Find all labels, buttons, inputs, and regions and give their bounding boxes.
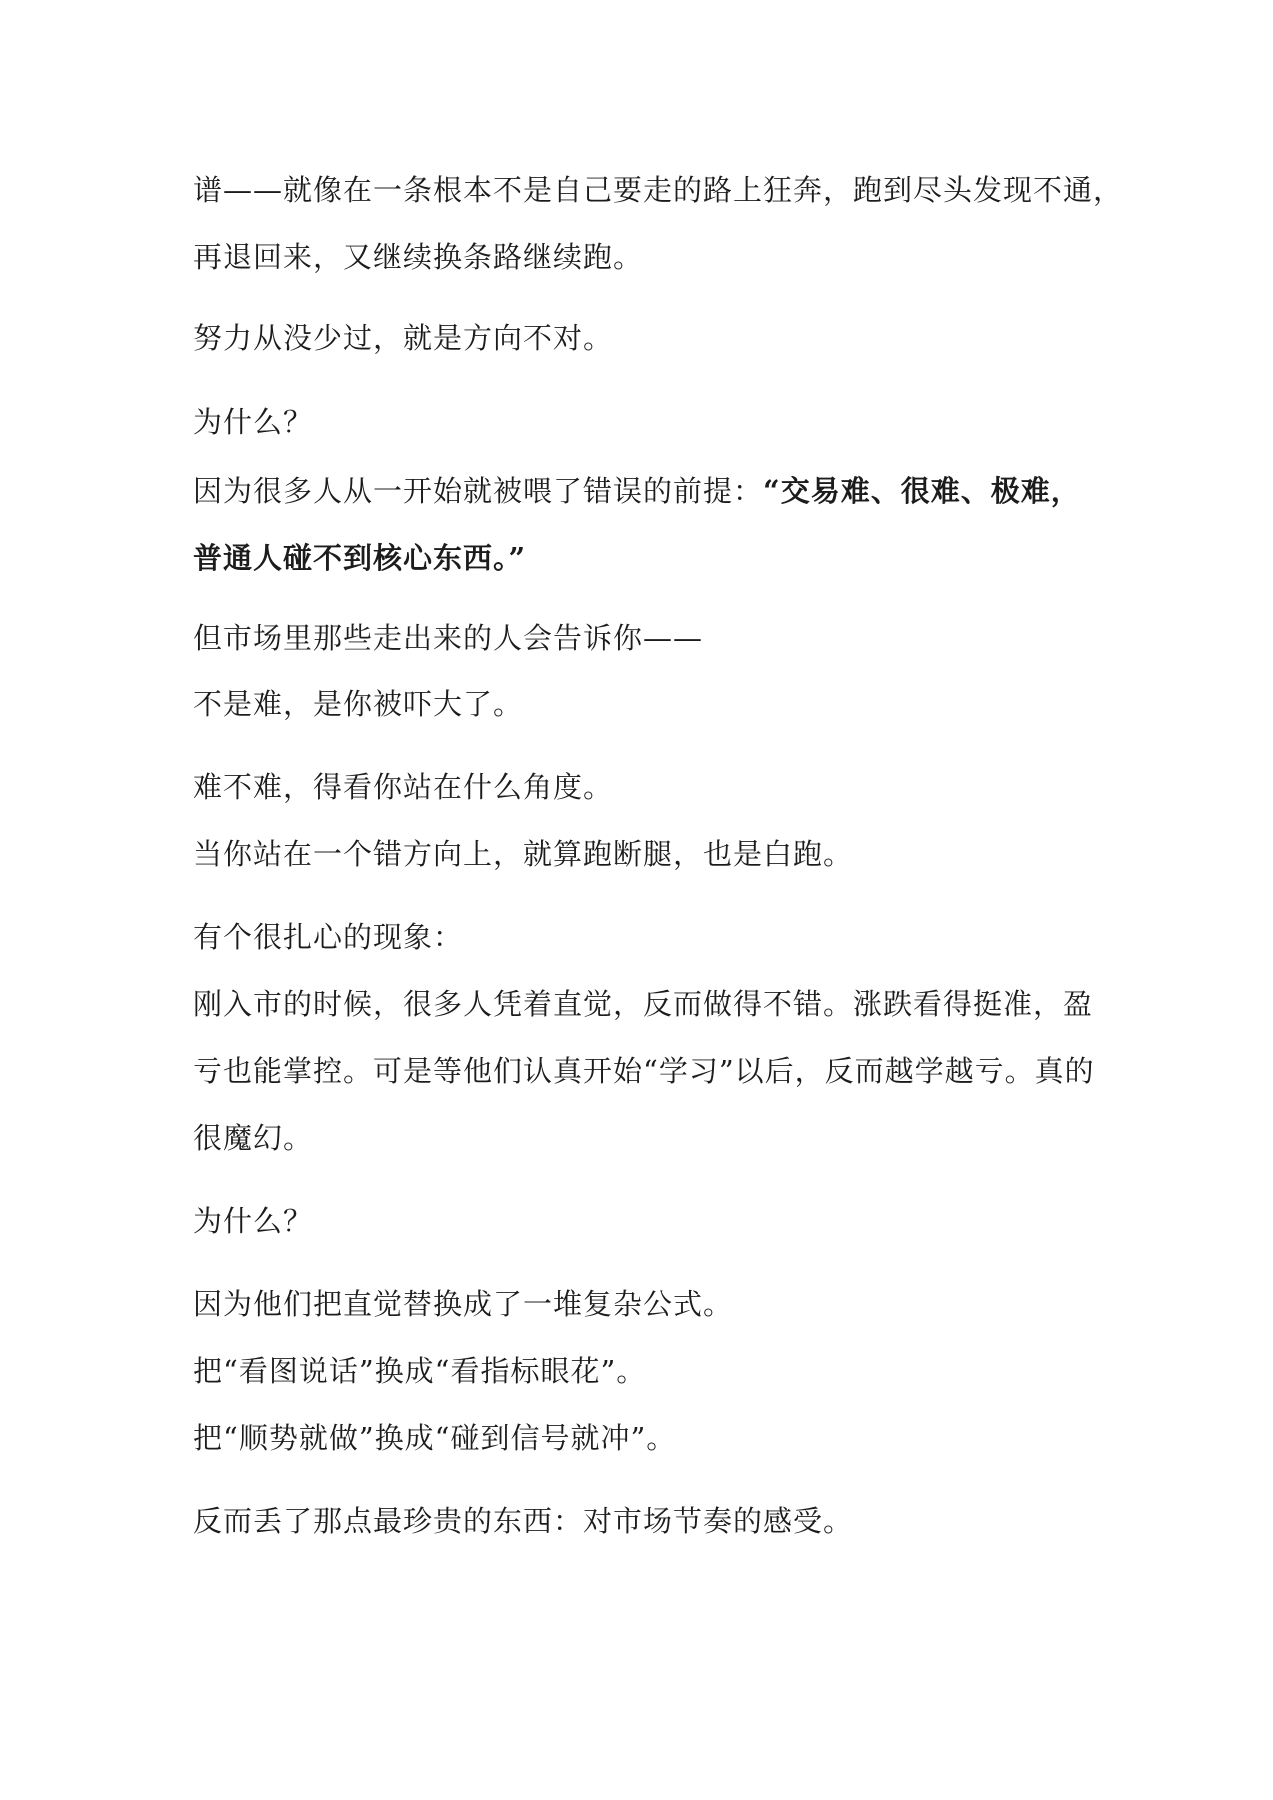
premise-quote-part2: 普通人碰不到核心东西。” — [193, 541, 527, 575]
paragraph-line-11: 有个很扎心的现象： — [193, 920, 464, 954]
paragraph-line-14: 很魔幻。 — [193, 1121, 314, 1155]
premise-intro: 因为很多人从一开始就被喂了错误的前提： — [193, 474, 764, 508]
paragraph-line-8: 不是难，是你被吓大了。 — [193, 687, 524, 721]
paragraph-line-16: 因为他们把直觉替换成了一堆复杂公式。 — [193, 1287, 734, 1321]
paragraph-line-9: 难不难，得看你站在什么角度。 — [193, 770, 614, 804]
paragraph-line-2: 再退回来，又继续换条路继续跑。 — [193, 240, 644, 274]
paragraph-line-19: 反而丢了那点最珍贵的东西：对市场节奏的感受。 — [193, 1504, 854, 1538]
paragraph-line-12: 刚入市的时候，很多人凭着直觉，反而做得不错。涨跌看得挺准，盈 — [193, 987, 1094, 1021]
paragraph-line-7: 但市场里那些走出来的人会告诉你—— — [193, 621, 704, 655]
paragraph-line-1: 谱——就像在一条根本不是自己要走的路上狂奔，跑到尽头发现不通， — [193, 173, 1124, 207]
paragraph-line-4: 为什么？ — [193, 405, 314, 439]
paragraph-line-13: 亏也能掌控。可是等他们认真开始“学习”以后，反而越学越亏。真的 — [193, 1054, 1095, 1088]
paragraph-line-18: 把“顺势就做”换成“碰到信号就冲”。 — [193, 1421, 677, 1455]
premise-quote-part1: “交易难、很难、极难， — [763, 474, 1081, 508]
paragraph-line-5 — [193, 471, 1093, 511]
paragraph-line-3: 努力从没少过，就是方向不对。 — [193, 321, 614, 355]
paragraph-line-10: 当你站在一个错方向上，就算跑断腿，也是白跑。 — [193, 837, 854, 871]
paragraph-line-17: 把“看图说话”换成“看指标眼花”。 — [193, 1354, 647, 1388]
paragraph-line-15: 为什么？ — [193, 1204, 314, 1238]
